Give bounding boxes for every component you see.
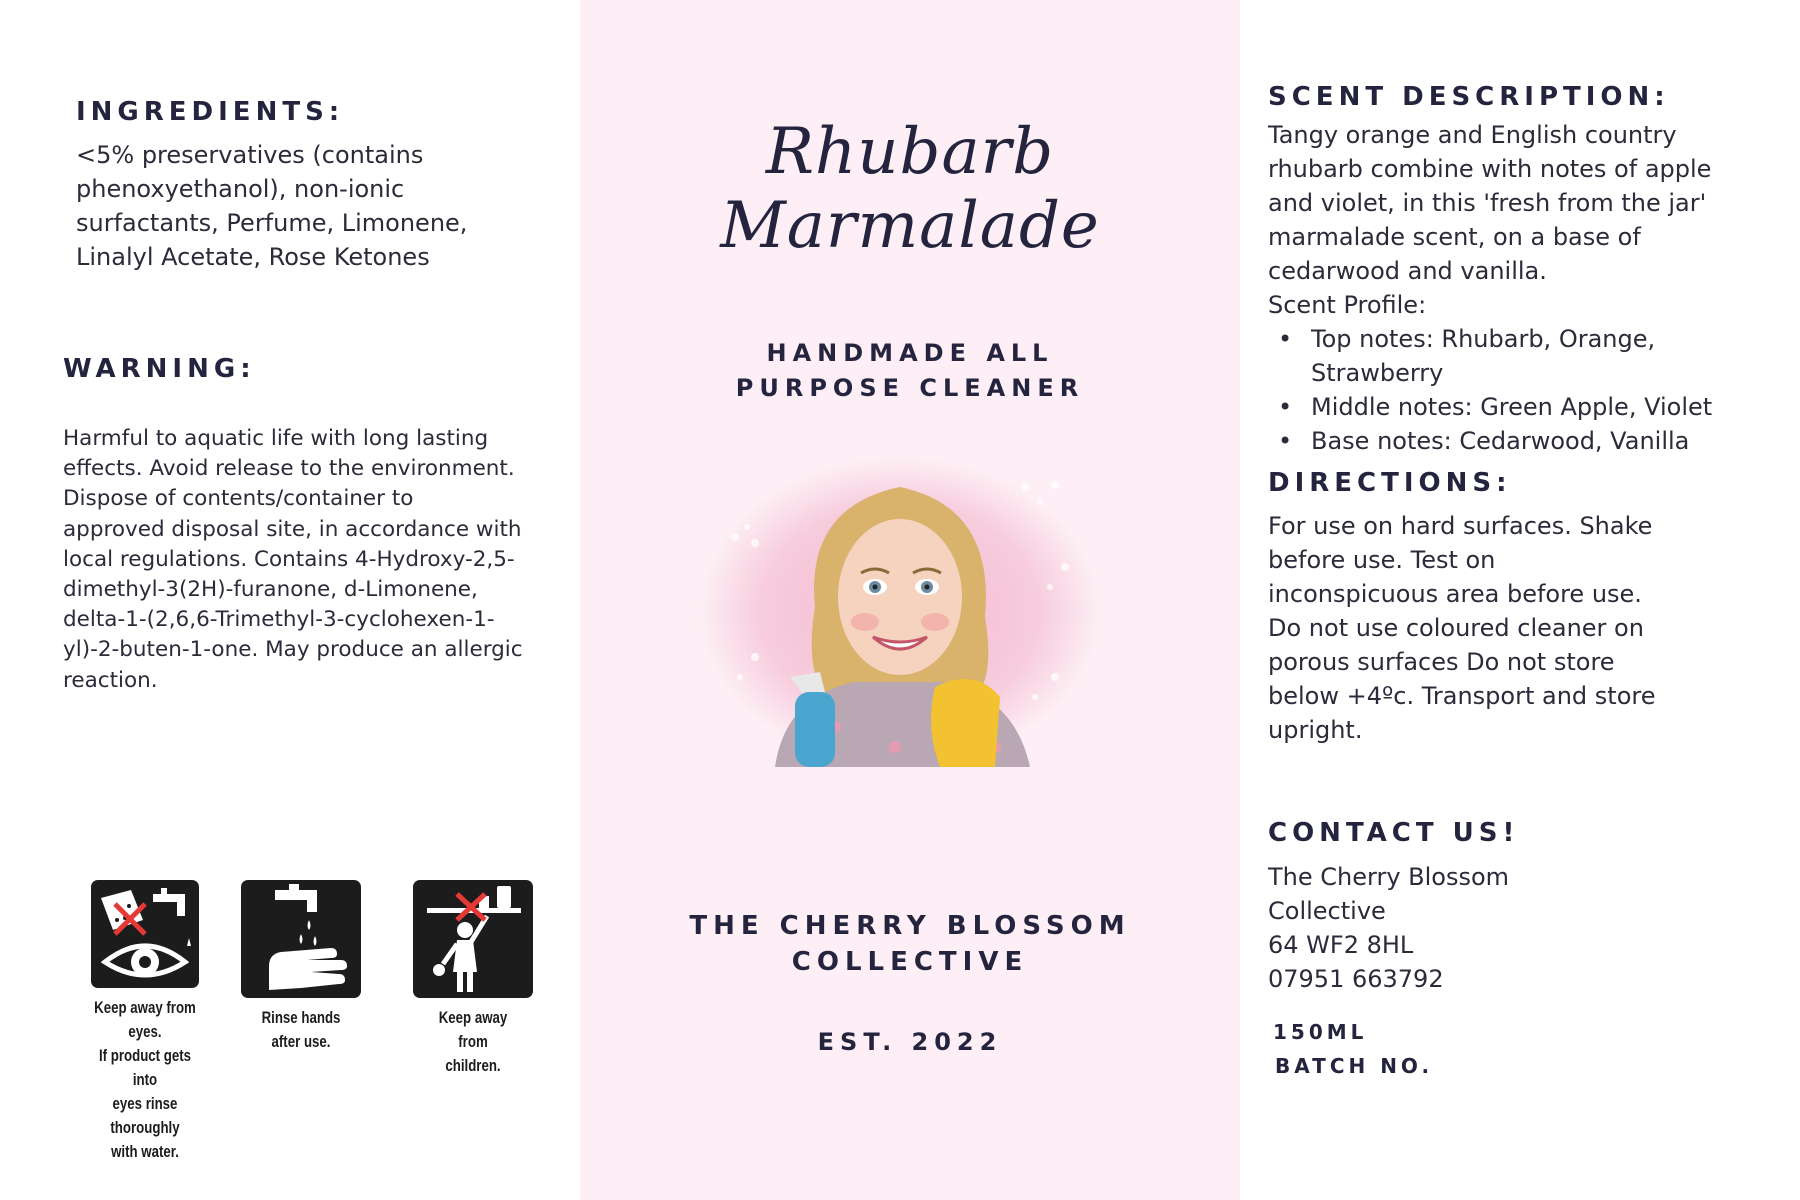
scent-description	[1268, 118, 1768, 288]
list-item: • Base notes: Cedarwood, Vanilla	[1268, 424, 1768, 458]
warning-line: dimethyl-3(2H)-furanone, d-Limonene,	[63, 577, 478, 603]
scent-line: rhubarb combine with notes of apple	[1268, 155, 1712, 183]
directions-line: below +4ºc. Transport and store	[1268, 682, 1656, 710]
warning-line: yl)-2-buten-1-one. May produce an allergic	[63, 637, 523, 663]
warning-line: reaction.	[63, 667, 158, 693]
list-item: • Middle notes: Green Apple, Violet	[1268, 390, 1768, 424]
scent-profile-list	[1268, 322, 1768, 458]
warning-line: effects. Avoid release to the environment.	[63, 456, 515, 482]
contact-line: The Cherry Blossom	[1268, 863, 1510, 891]
scent-profile-label: Scent Profile:	[1268, 291, 1427, 319]
warning-text	[63, 424, 563, 696]
scent-line: Tangy orange and English country	[1268, 121, 1677, 149]
volume-label: 150ML	[1273, 1020, 1368, 1044]
ingredients-line: phenoxyethanol), non-ionic	[76, 175, 405, 203]
brand-name: THE CHERRY BLOSSOM COLLECTIVE	[689, 911, 1131, 977]
pictogram-caption: Keep away from children.	[438, 1008, 508, 1075]
established-year: EST. 2022	[817, 1028, 1003, 1056]
pictogram-caption: Keep away from eyes. If product gets into eyes rinse thoroughly with water.	[94, 998, 196, 1161]
scent-line: and violet, in this 'fresh from the jar'	[1268, 189, 1707, 217]
contact-line: 64 WF2 8HL	[1268, 931, 1414, 959]
list-item: • Top notes: Rhubarb, Orange, Strawberry	[1268, 322, 1768, 390]
pictogram-hands	[233, 880, 369, 1054]
contact-line: 07951 663792	[1268, 965, 1444, 993]
founder-portrait	[695, 447, 1105, 767]
warning-line: delta-1-(2,6,6-Trimethyl-3-cyclohexen-1-	[63, 607, 495, 633]
warning-line: approved disposal site, in accordance with	[63, 516, 522, 542]
pictogram-caption: Rinse hands after use.	[261, 1008, 341, 1051]
safety-pictograms	[70, 880, 550, 1161]
directions-line: porous surfaces Do not store	[1268, 648, 1615, 676]
ingredients-line: <5% preservatives (contains	[76, 141, 424, 169]
ingredients-line: surfactants, Perfume, Limonene,	[76, 209, 468, 237]
keep-from-children-icon	[413, 880, 533, 998]
directions-line: upright.	[1268, 716, 1363, 744]
warning-line: local regulations. Contains 4-Hydroxy-2,5-	[63, 546, 515, 572]
directions-text	[1268, 509, 1748, 747]
warning-line: Dispose of contents/container to	[63, 486, 414, 512]
rinse-hands-icon	[241, 880, 361, 998]
scent-line: cedarwood and vanilla.	[1268, 257, 1547, 285]
product-type: HANDMADE ALL PURPOSE CLEANER	[735, 339, 1085, 402]
pictogram-children	[403, 880, 543, 1078]
contact-line: Collective	[1268, 897, 1386, 925]
directions-line: Do not use coloured cleaner on	[1268, 614, 1644, 642]
batch-number-label: BATCH NO.	[1275, 1054, 1434, 1078]
pictogram-eyes	[70, 880, 220, 1164]
scent-heading: SCENT DESCRIPTION:	[1268, 82, 1670, 112]
directions-line: before use. Test on	[1268, 546, 1496, 574]
ingredients-line: Linalyl Acetate, Rose Ketones	[76, 243, 430, 271]
ingredients-text	[76, 138, 516, 274]
product-title: Rhubarb Marmalade	[720, 115, 1100, 263]
contact-details	[1268, 860, 1668, 996]
directions-line: For use on hard surfaces. Shake	[1268, 512, 1653, 540]
warning-heading: WARNING:	[63, 354, 256, 384]
scent-line: marmalade scent, on a base of	[1268, 223, 1641, 251]
eye-rinse-icon	[91, 880, 199, 988]
directions-line: inconspicuous area before use.	[1268, 580, 1642, 608]
warning-line: Harmful to aquatic life with long lasting	[63, 426, 489, 451]
contact-heading: CONTACT US!	[1268, 818, 1520, 848]
ingredients-heading: INGREDIENTS:	[76, 97, 345, 127]
directions-heading: DIRECTIONS:	[1268, 468, 1512, 498]
